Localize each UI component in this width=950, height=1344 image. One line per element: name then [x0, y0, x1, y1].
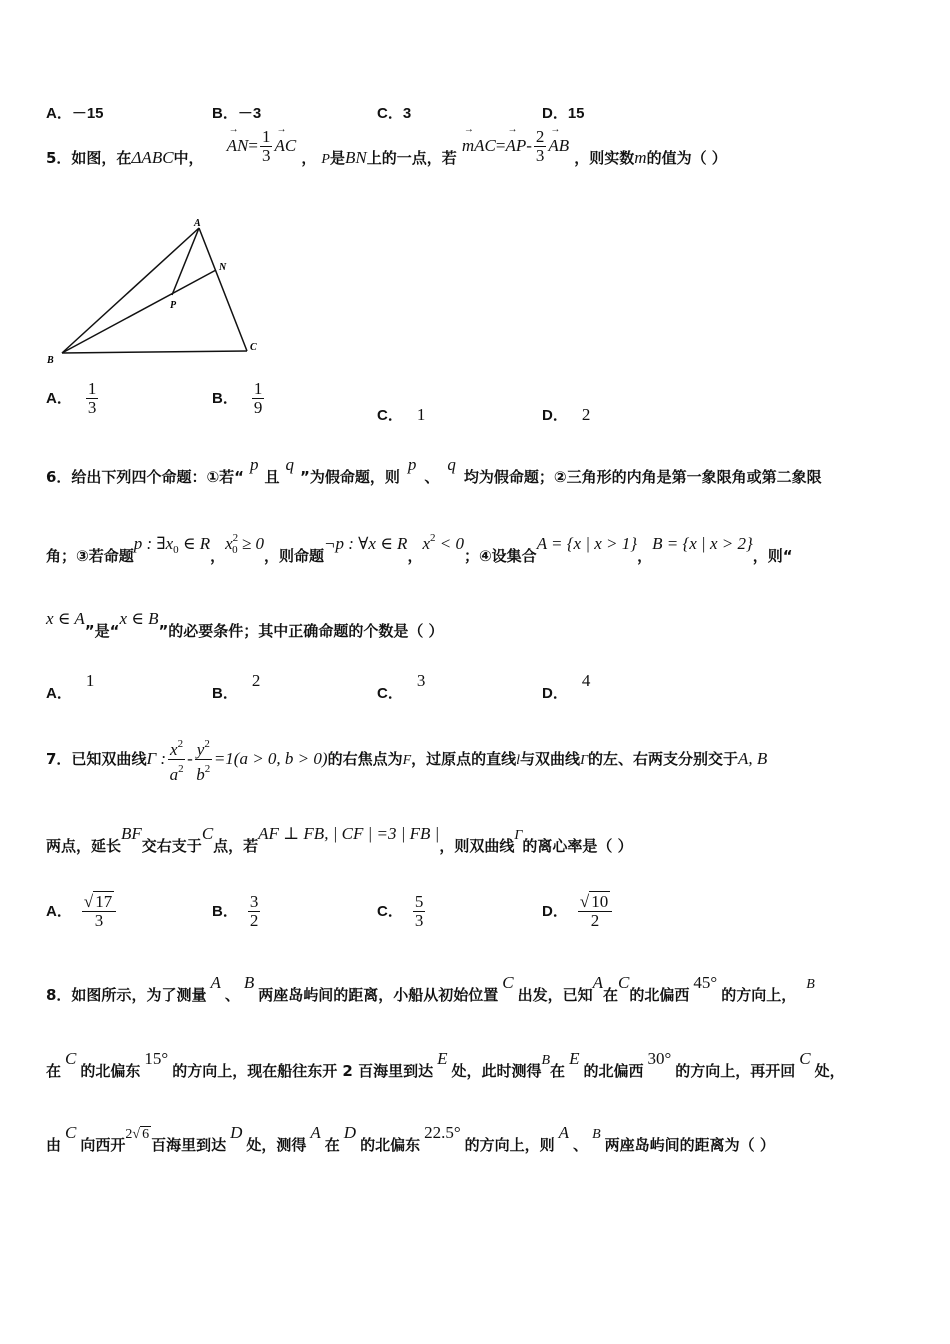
q6-line-3: x ∈ A”是“x ∈ B”的必要条件；其中正确命题的个数是（ ）	[46, 609, 444, 640]
q4-option-c: C．3	[377, 105, 412, 122]
label-b: B	[47, 355, 54, 366]
q7-option-b: B． $\frac{3}{2}$	[212, 892, 259, 930]
q5-option-c: C． 1	[377, 405, 426, 424]
q7-option-a: A． $\frac{√ 17}{3}$	[46, 893, 118, 930]
q5-option-a: A． $\frac{1}{3}$	[46, 379, 97, 417]
label-n: N	[219, 262, 227, 273]
q6-option-d: D．4	[542, 671, 591, 702]
q5-option-b: B． $\frac{1}{9}$	[212, 379, 263, 417]
label-a: A	[194, 218, 201, 229]
q5-stem: 5．如图，在ΔABC中， → AN= $\frac{1}{3}$ → AC ， P是BN上的一点，若 → mAC=→ AP- $\frac{2}{3}$ → AB ，则实数m的值为（ ）	[46, 140, 727, 177]
q7-option-c: C． $\frac{5}{3}$	[377, 892, 424, 930]
q7-line-2: 两点，延长BF交右支于C点，若AF ⊥ FB, | CF | =3 | FB |，则双曲线Γ的离心率是（ ）	[46, 824, 633, 855]
triangle-figure	[44, 218, 274, 368]
q6-line-2: 角；③若命题p : $\exists x^0$ ∈ R，$x^{20} \ge 0$，则命题¬p : ∀x ∈ R，$x^2 < 0$；④设集合A = {x | x > 1}，B = {x | x > 2}，则“	[46, 532, 793, 565]
q6-option-c: C．3	[377, 671, 426, 702]
label-c: C	[250, 342, 257, 353]
q6-option-a: A．1	[46, 671, 95, 702]
q8-line-3: 由C向西开2√ 6百海里到达D处，测得A在D的北偏东22.5°的方向上，则A、B两座岛屿间的距离为（ ）	[46, 1123, 775, 1154]
q5-option-d: D． 2	[542, 405, 591, 424]
q4-option-a: A．－15	[46, 105, 104, 122]
q4-option-d: D．15	[542, 105, 585, 122]
q6-line-1: 6．给出下列四个命题：①若“p且q”为假命题，则p、q均为假命题；②三角形的内角是第一象限角或第二象限	[46, 455, 822, 486]
q7-line-1: 7．已知双曲线Γ : $\frac{x^2}{a^2}$ - $\frac{y^2}{b^2}$ =1(a > 0, b > 0)的右焦点为F，过原点的直线l与双曲线Γ的左、右两支分别交于A, B	[46, 735, 767, 784]
q7-option-d: D． $\frac{√ 10}{2}$	[542, 893, 614, 930]
label-p: P	[170, 300, 177, 311]
q6-option-b: B．2	[212, 671, 261, 702]
q8-line-2: 在C的北偏东15°的方向上，现在船往东开 2 百海里到达E处，此时测得B在E的北偏西30°的方向上，再开回C处，	[46, 1049, 845, 1080]
q8-line-1: 8．如图所示，为了测量A、B两座岛屿间的距离，小船从初始位置C出发，已知A在C的北偏西45°的方向上，B	[46, 973, 815, 1004]
q4-option-b: B．－3	[212, 105, 262, 122]
side-bc	[62, 351, 247, 353]
segment-ap	[172, 228, 199, 295]
side-ac	[199, 228, 247, 351]
